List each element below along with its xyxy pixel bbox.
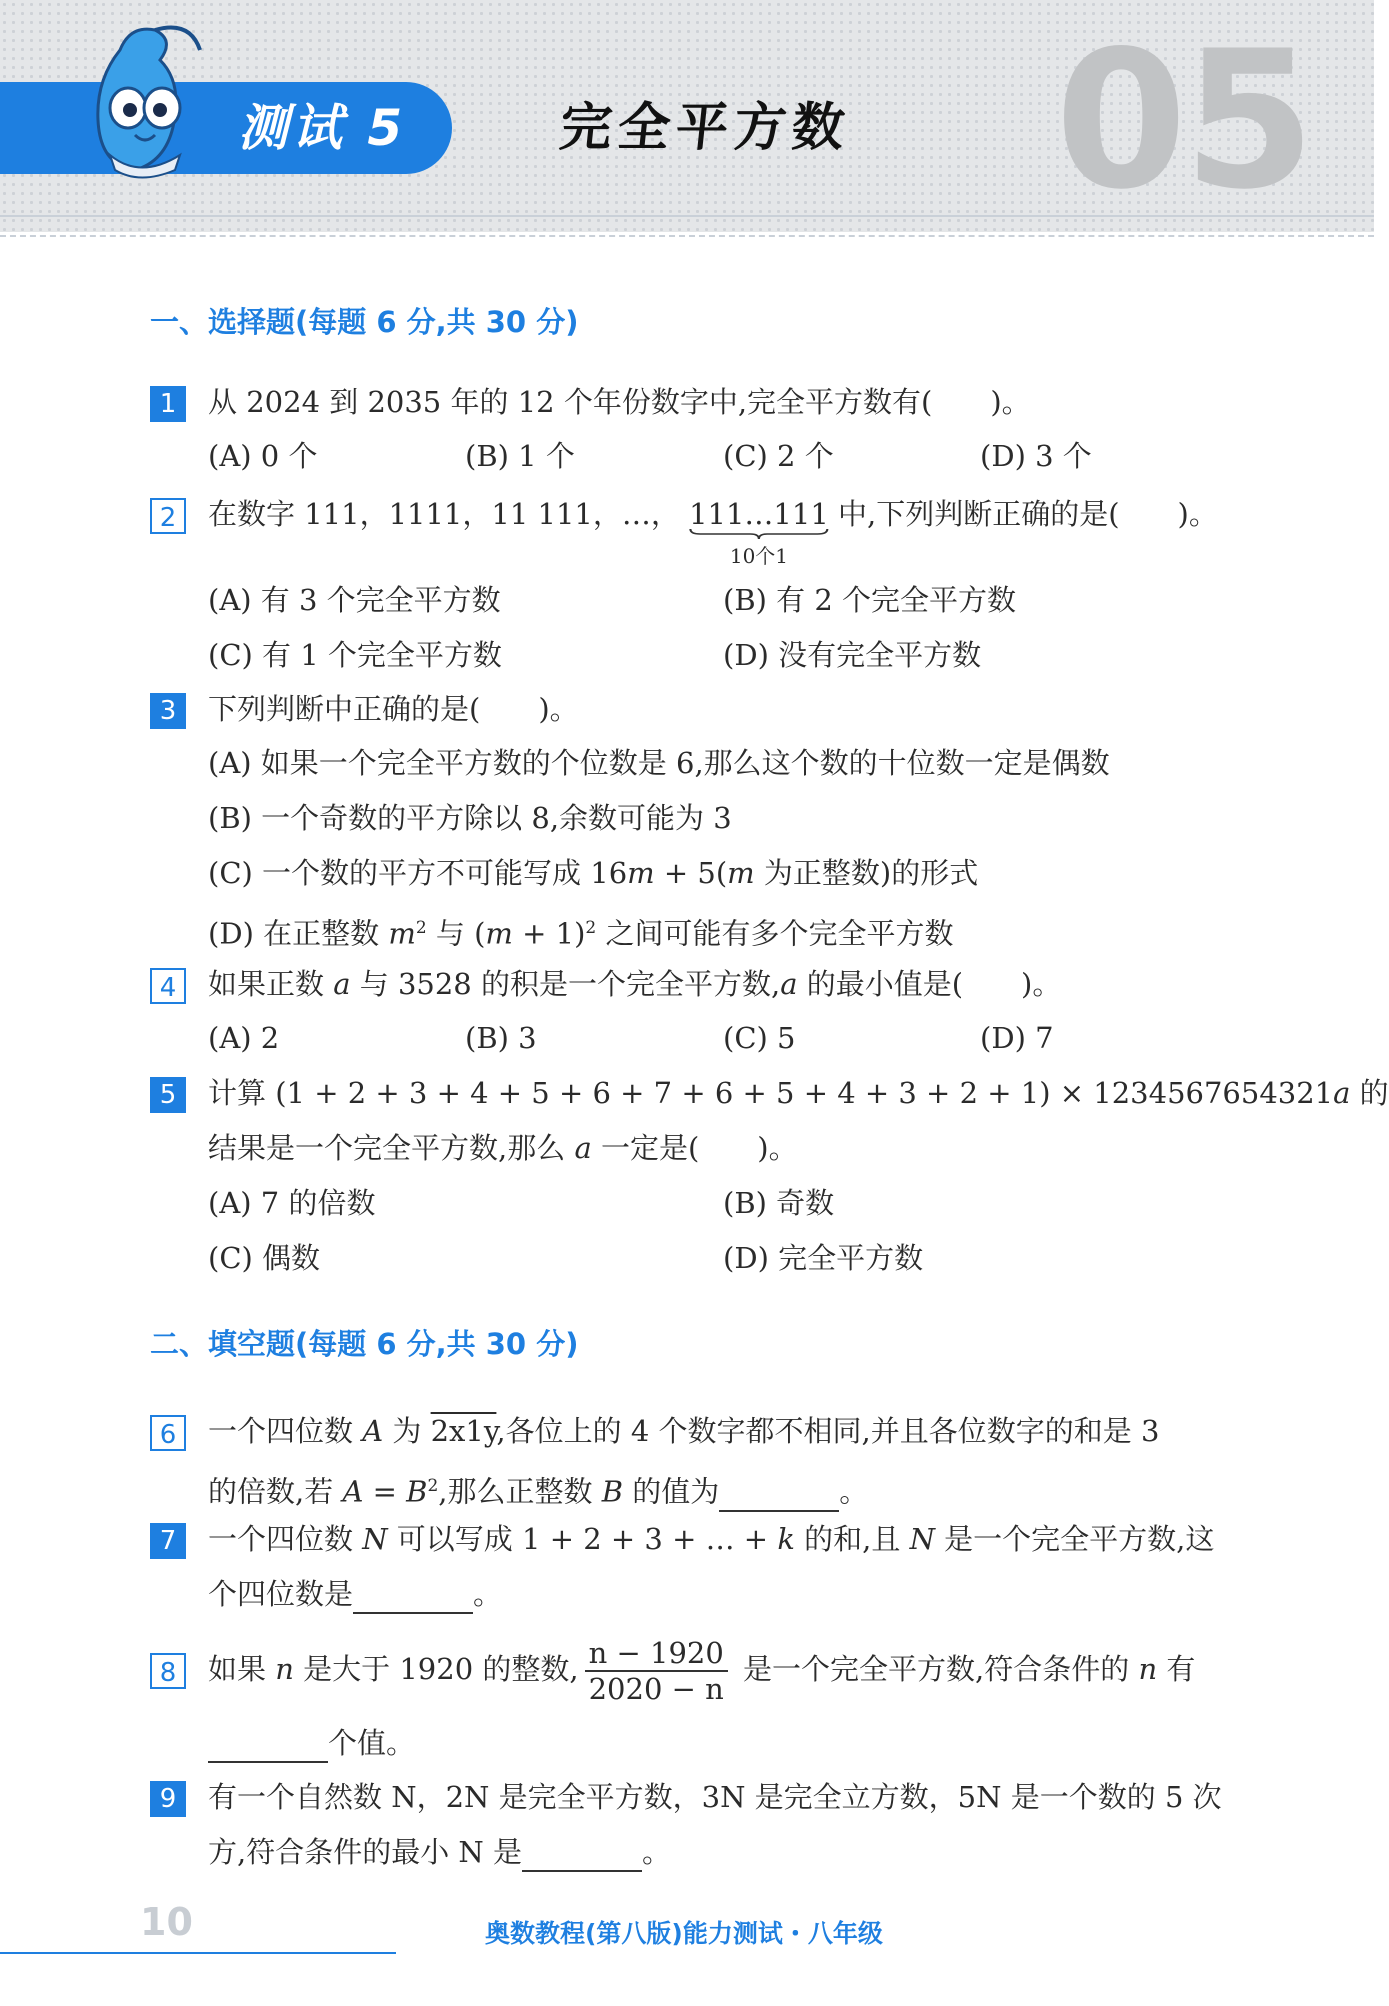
question-number: 6 — [150, 1415, 186, 1451]
answer-blank[interactable] — [208, 1733, 328, 1763]
option-d: (D) 在正整数 $m^2$ 与 $(m + 1)^2$ 之间可能有多个完全平方数 — [208, 916, 954, 951]
option-a: (A) 有 3 个完全平方数 — [208, 583, 501, 617]
book-title: 奥数教程(第八版)能力测试・八年级 — [485, 1919, 883, 1948]
question-number: 8 — [150, 1653, 186, 1689]
fraction: $\frac{n - 1920}{2020 - n}$ — [585, 1636, 728, 1706]
option-c: (C) 偶数 — [208, 1241, 321, 1275]
option-d: (D) 7 — [980, 1021, 1054, 1055]
question-text-line-1: 有一个自然数 N，2N 是完全平方数，3N 是完全立方数，5N 是一个数的 5 次 — [208, 1780, 1222, 1814]
question-number: 2 — [150, 498, 186, 534]
answer-blank[interactable] — [353, 1584, 473, 1614]
question-number: 9 — [150, 1781, 186, 1817]
question-text-line-2: 个值。 — [208, 1723, 415, 1763]
question-text: 在数字 111，1111，11 111，…， 111…111 10个1 中,下列判断正确的是( )。 — [208, 494, 1218, 534]
answer-blank[interactable] — [522, 1842, 642, 1872]
option-a: (A) 2 — [208, 1021, 280, 1055]
option-d: (D) 没有完全平方数 — [723, 638, 982, 672]
page-title: 完全平方数 — [556, 98, 854, 158]
mascot-icon — [80, 20, 210, 180]
question-number: 5 — [150, 1077, 186, 1113]
question-text-line-2: 的倍数,若 $A = B^2$,那么正整数 B 的值为 。 — [208, 1466, 868, 1512]
question-number: 1 — [150, 386, 186, 422]
question-text-line-1: 如果 n 是大于 1920 的整数, $\frac{n - 1920}{2020 - n}$ 是一个完全平方数,符合条件的 n 有 — [208, 1636, 1196, 1706]
question-text-line-2: 方,符合条件的最小 N 是 。 — [208, 1832, 671, 1872]
chapter-number: 05 — [1055, 10, 1312, 231]
test-label: 测试 5 — [238, 99, 407, 157]
header-divider — [0, 215, 1374, 237]
option-a: (A) 如果一个完全平方数的个位数是 6,那么这个数的十位数一定是偶数 — [208, 746, 1110, 780]
option-c: (C) 有 1 个完全平方数 — [208, 638, 502, 672]
option-c: (C) 一个数的平方不可能写成 16m + 5(m 为正整数)的形式 — [208, 856, 979, 890]
question-number: 7 — [150, 1523, 186, 1559]
option-a: (A) 7 的倍数 — [208, 1186, 376, 1220]
option-b: (B) 1 个 — [465, 439, 575, 473]
option-b: (B) 一个奇数的平方除以 8,余数可能为 3 — [208, 801, 732, 835]
question-text-line-2: 结果是一个完全平方数,那么 a 一定是( )。 — [208, 1131, 798, 1165]
page-number: 10 — [140, 1900, 193, 1944]
footer-divider — [0, 1952, 396, 1954]
section-title-choice: 一、选择题(每题 6 分,共 30 分) — [150, 305, 579, 339]
option-a: (A) 0 个 — [208, 439, 318, 473]
question-text-line-1: 一个四位数 N 可以写成 1 + 2 + 3 + … + k 的和,且 N 是一个完全平方数,这 — [208, 1522, 1215, 1556]
answer-blank[interactable] — [719, 1482, 839, 1512]
option-b: (B) 有 2 个完全平方数 — [723, 583, 1017, 617]
option-b: (B) 奇数 — [723, 1186, 835, 1220]
question-text-line-2: 个四位数是 。 — [208, 1574, 502, 1614]
option-d: (D) 完全平方数 — [723, 1241, 924, 1275]
question-text-line-1: 一个四位数 A 为 2x1y,各位上的 4 个数字都不相同,并且各位数字的和是 3 — [208, 1414, 1160, 1448]
option-b: (B) 3 — [465, 1021, 537, 1055]
option-c: (C) 2 个 — [723, 439, 834, 473]
question-text: 从 2024 到 2035 年的 12 个年份数字中,完全平方数有( )。 — [208, 385, 1031, 419]
question-text-line-1: 计算 (1 + 2 + 3 + 4 + 5 + 6 + 7 + 6 + 5 + 4 + 3 + 2 + 1) × 1234567654321a 的 — [208, 1076, 1389, 1110]
question-number: 4 — [150, 968, 186, 1004]
question-number: 3 — [150, 693, 186, 729]
question-text: 如果正数 a 与 3528 的积是一个完全平方数,a 的最小值是( )。 — [208, 967, 1062, 1001]
question-text: 下列判断中正确的是( )。 — [208, 692, 579, 726]
section-title-fill-blank: 二、填空题(每题 6 分,共 30 分) — [150, 1327, 579, 1361]
page-header — [0, 0, 1374, 232]
option-c: (C) 5 — [723, 1021, 796, 1055]
option-d: (D) 3 个 — [980, 439, 1092, 473]
underbrace-expression: 111…111 10个1 — [689, 497, 829, 568]
